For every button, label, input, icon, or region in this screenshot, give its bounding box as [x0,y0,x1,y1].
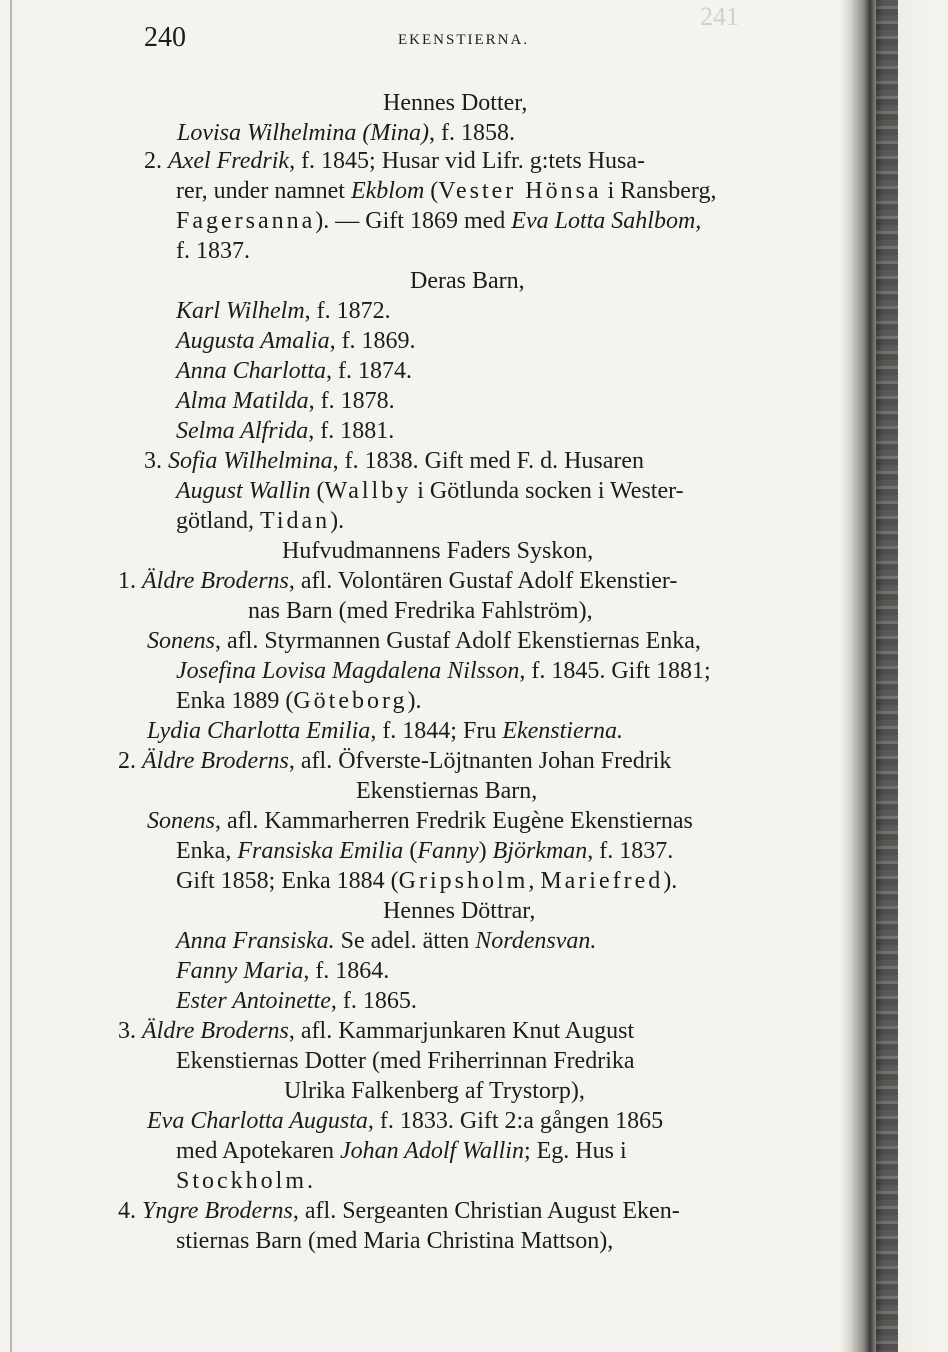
text-run: Enka 1889 ( [176,688,294,714]
text-line [176,386,395,416]
text-line [176,506,344,536]
text-run: Axel Fredrik [168,148,290,174]
text-run: 3. [118,1018,142,1044]
text-run: , f. 1865. [330,988,417,1014]
text-run: Gripsholm [398,868,529,894]
text-line [248,596,593,626]
text-run: , f. 1881. [308,418,395,444]
text-run: ( [424,178,439,204]
text-run: , afl. Volontären Gustaf Adolf Ekenstier- [288,568,678,594]
text-line [118,566,677,596]
text-run: , f. 1845. Gift 1881; [519,658,711,684]
text-run: ( [310,478,325,504]
text-run: Ulrika Falkenberg af Trystorp), [284,1078,585,1104]
text-run: rer, under namnet [176,178,351,204]
text-run: 1. [118,568,142,594]
text-run: , f. 1872. [304,298,391,324]
text-run: Anna Fransiska. [176,928,335,954]
text-line [176,476,684,506]
text-run: Enka, [176,838,238,864]
text-run: , f. 1838. Gift med F. d. Husaren [332,448,645,474]
text-line [383,896,535,926]
text-run: , afl. Styrmannen Gustaf Adolf Ekenstiernas Enka, [215,628,701,654]
text-run: Karl Wilhelm [176,298,305,324]
text-run: Sonens [147,628,215,654]
text-run: götland, [176,508,260,534]
text-run: Josefina Lovisa Magdalena Nilsson [176,658,520,684]
text-line [176,656,711,686]
text-line [176,296,391,326]
text-line [282,536,593,566]
text-line [176,986,417,1016]
text-run: , f. 1858. [428,120,515,146]
text-line [144,446,644,476]
text-run: Hufvudmannens Faders Syskon, [282,538,594,564]
text-run: Se adel. ätten [334,928,476,954]
text-run: , afl. Sergeanten Christian August Eken- [292,1198,680,1224]
text-line [147,716,623,746]
text-run: Deras Barn, [410,268,525,294]
text-line [176,326,416,356]
text-run: Hennes Döttrar, [383,898,536,924]
text-run: Sonens [147,808,215,834]
text-run: Björkman [492,838,588,864]
text-run: ; Eg. Hus i [523,1138,627,1164]
text-run: , f. 1837. [587,838,674,864]
text-run: , f. 1833. Gift 2:a gången 1865 [367,1108,664,1134]
text-line [176,176,716,206]
text-line [176,1046,635,1076]
text-line [176,1136,627,1166]
text-line [176,206,701,236]
text-run: Fanny Maria [176,958,304,984]
text-run: Nordensvan. [475,928,597,954]
text-run: Yngre Broderns [142,1198,293,1224]
text-line [383,88,527,118]
text-run: Ekenstiernas Barn, [356,778,538,804]
text-run: , afl. Öfverste-Löjtnanten Johan Fredrik [288,748,672,774]
running-title: EKENSTIERNA. [398,32,530,48]
text-run: Anna Charlotta [176,358,327,384]
text-line [177,118,515,148]
text-run: Stockholm [176,1168,308,1194]
text-run: Ekenstiernas Dotter (med Friherrinnan Fredrika [176,1048,635,1074]
text-run: ). [663,868,678,894]
text-run: Eva Lotta Sahlbom, [511,208,702,234]
text-run: Fagersanna [176,208,316,234]
text-run: , f. 1864. [303,958,390,984]
text-line [176,1226,613,1256]
bleed-through-page-number: 241 [700,2,739,31]
text-run: f. 1837. [176,238,250,264]
text-run: Lovisa Wilhelmina (Mina) [177,120,429,146]
text-run: 4. [118,1198,142,1224]
text-run: Wallby [324,478,412,504]
text-run: Ekenstierna. [502,718,623,744]
text-run: Hennes Dotter, [383,90,528,116]
text-line [118,1016,634,1046]
text-run: nas Barn (med Fredrika Fahlström), [248,598,593,624]
text-line [176,836,673,866]
text-run: Augusta Amalia [176,328,330,354]
text-run: i Götlunda socken i Wester- [411,478,684,504]
text-run: Äldre Broderns [142,1018,289,1044]
text-line [176,416,394,446]
text-line [118,746,671,776]
text-run: , [528,868,541,894]
text-run: 3. [144,448,168,474]
text-run: Gift 1858; Enka 1884 ( [176,868,399,894]
book-spine-shadow [876,0,898,1352]
text-run: ). [407,688,422,714]
text-run: Ekblom [350,178,425,204]
text-line [147,1106,663,1136]
text-run: ( [403,838,418,864]
text-line [118,1196,680,1226]
text-line [176,1166,313,1196]
text-run: , f. 1844; Fru [370,718,503,744]
text-run: i Ransberg, [601,178,717,204]
text-run: Äldre Broderns [142,748,289,774]
text-run: Fanny [417,838,479,864]
text-line [176,956,389,986]
text-run: Alma Matilda [176,388,309,414]
text-run: Selma Alfrida [176,418,309,444]
text-run: ). — Gift 1869 med [315,208,512,234]
text-run: , f. 1874. [326,358,413,384]
text-run: August Wallin [176,478,311,504]
text-run: , afl. Kammarjunkaren Knut August [288,1018,635,1044]
text-line [144,146,645,176]
text-run: , f. 1869. [329,328,416,354]
text-run: Sofia Wilhelmina [168,448,333,474]
text-line [176,686,422,716]
text-run: . [307,1168,314,1194]
text-run: Eva Charlotta Augusta [147,1108,368,1134]
text-line [356,776,537,806]
text-run: ) [478,838,493,864]
text-run: 2. [144,148,168,174]
text-run: , afl. Kammarherren Fredrik Eugène Ekenstiernas [215,808,693,834]
text-run: Vester Hönsa [438,178,602,204]
text-run: ). [330,508,345,534]
text-line [147,806,693,836]
text-run: Göteborg [293,688,408,714]
text-run: Fransiska Emilia [237,838,404,864]
text-run: , f. 1878. [308,388,395,414]
text-run: Ester Antoinette [176,988,331,1014]
text-run: , f. 1845; Husar vid Lifr. g:tets Husa- [289,148,646,174]
text-run: Lydia Charlotta Emilia [147,718,371,744]
text-run: Äldre Broderns [142,568,289,594]
page-header [0,20,948,60]
text-line [147,626,701,656]
text-line [176,236,250,266]
text-run: 2. [118,748,142,774]
text-run: Mariefred [540,868,664,894]
text-run: med Apotekaren [176,1138,340,1164]
text-line [176,356,412,386]
text-line [410,266,525,296]
text-line [176,866,677,896]
left-border-line [10,0,12,1352]
text-run: Tidan [260,508,331,534]
text-line [284,1076,585,1106]
text-run: stiernas Barn (med Maria Christina Mattson), [176,1228,614,1254]
text-line [176,926,596,956]
text-run: Johan Adolf Wallin [339,1138,524,1164]
page-number: 240 [144,22,186,53]
